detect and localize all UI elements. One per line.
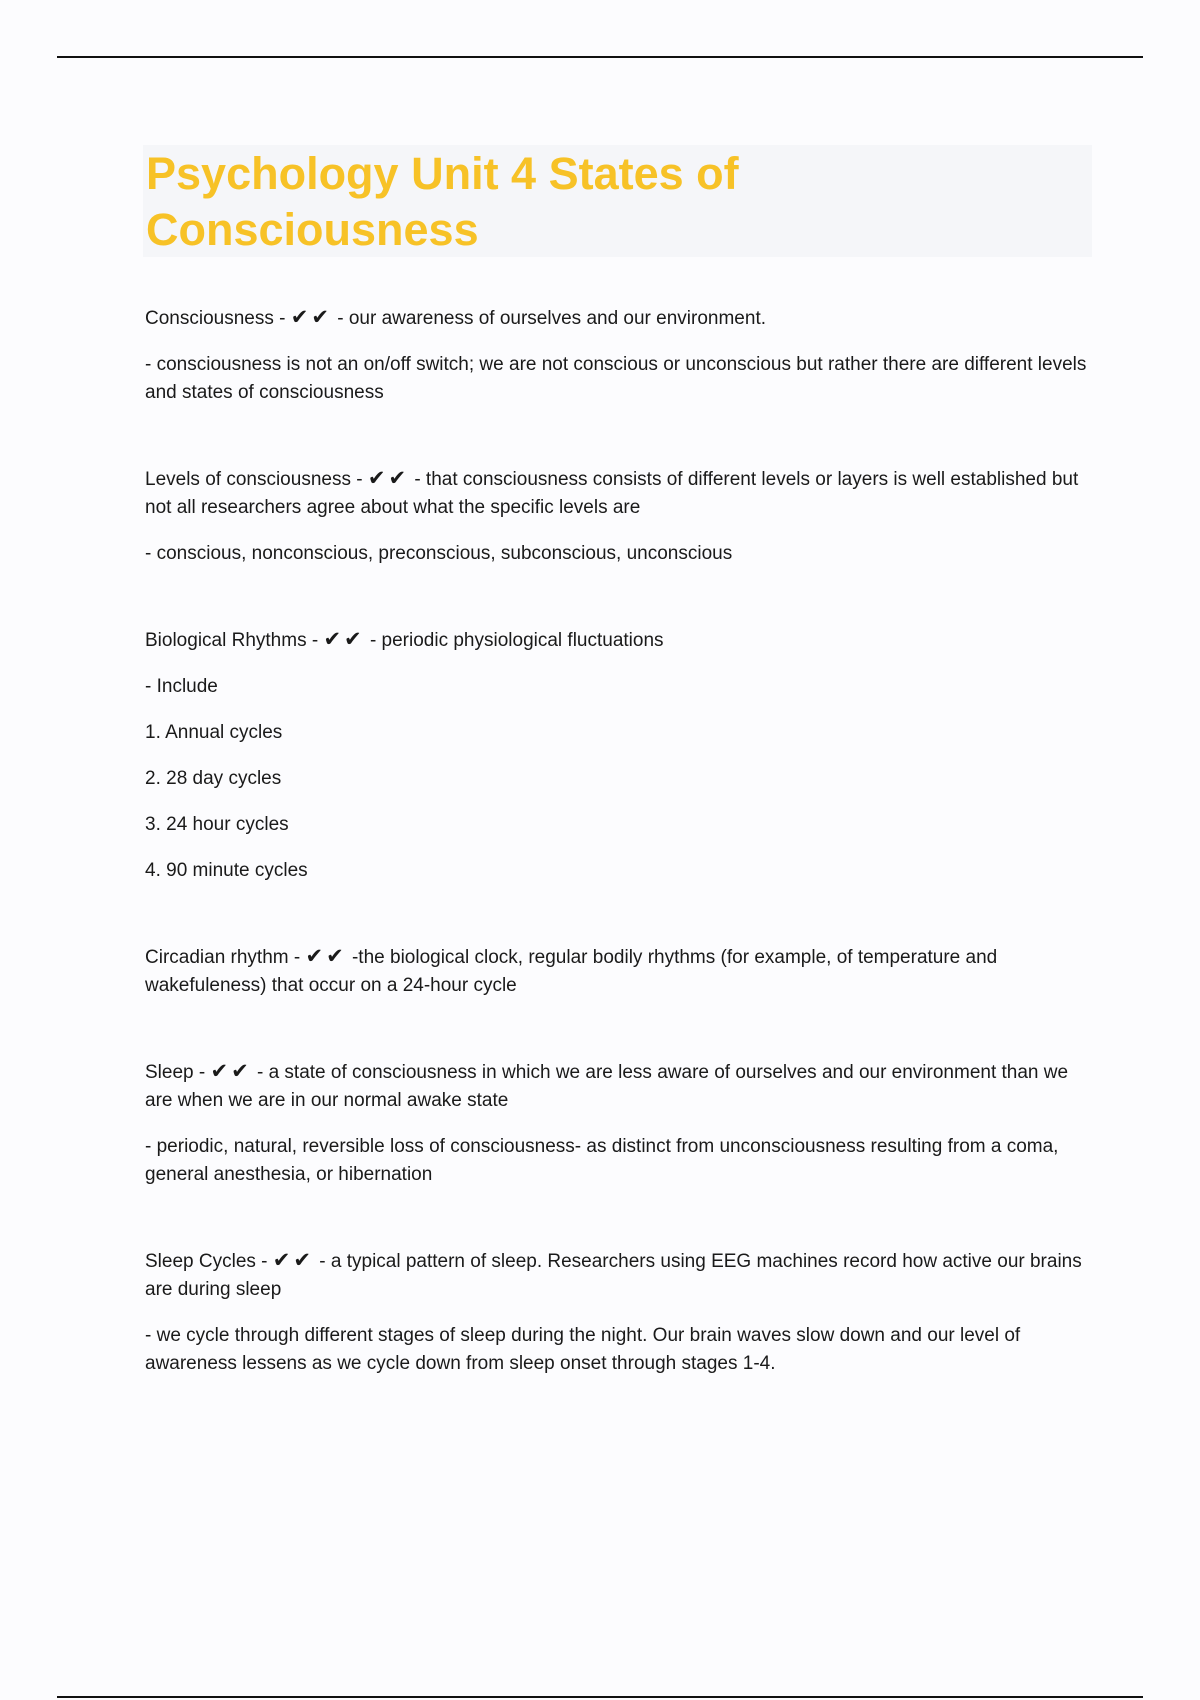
entry-term: Sleep Cycles - (145, 1251, 268, 1272)
entry-definition: -the biological clock, regular bodily rhythms (for example, of temperature and wakefuleness) that occur on a 24-hour cycle (145, 947, 998, 996)
check-mark-icon: ✔✔ (210, 1060, 252, 1083)
entry-circadian-rhythm (145, 943, 1095, 1000)
check-mark-icon: ✔✔ (290, 306, 332, 329)
entry-term: Biological Rhythms - (145, 630, 319, 651)
top-rule (57, 56, 1143, 58)
check-mark-icon: ✔✔ (367, 467, 410, 490)
bottom-rule (57, 1696, 1143, 1698)
entry-definition-line (145, 943, 1095, 1000)
document-body (145, 304, 1095, 1436)
entry-definition: - our awareness of ourselves and our environment. (337, 308, 766, 329)
check-mark-icon: ✔✔ (272, 1249, 314, 1272)
list-item: 2. 28 day cycles (145, 768, 282, 789)
entry-definition: - periodic physiological fluctuations (369, 630, 664, 651)
page-title: Psychology Unit 4 States of Consciousness (146, 148, 739, 255)
entry-note: - conscious, nonconscious, preconscious, subconscious, unconscious (145, 543, 733, 564)
check-mark-icon: ✔✔ (305, 945, 347, 968)
entry-definition-line (145, 1247, 1095, 1304)
entry-biological-rhythms (145, 626, 1095, 885)
entry-definition: - a state of consciousness in which we are less aware of ourselves and our environment than we are when we are in our normal awake state (145, 1062, 1069, 1111)
entry-definition-line (145, 626, 1095, 655)
list-item: 1. Annual cycles (145, 722, 283, 743)
entry-sleep-cycles (145, 1247, 1095, 1378)
entry-consciousness (145, 304, 1095, 407)
list-item: 4. 90 minute cycles (145, 860, 308, 881)
entry-note: - consciousness is not an on/off switch; we are not conscious or unconscious but rather there are different levels and states of consciousness (145, 354, 1087, 403)
entry-definition-line (145, 1058, 1095, 1115)
entry-definition-line (145, 465, 1095, 522)
list-item: 3. 24 hour cycles (145, 814, 289, 835)
entry-term: Consciousness - (145, 308, 286, 329)
check-mark-icon: ✔✔ (323, 628, 365, 651)
entry-term: Sleep - (145, 1062, 206, 1083)
entry-term: Circadian rhythm - (145, 947, 301, 968)
entry-term: Levels of consciousness - (145, 469, 363, 490)
entry-levels-of-consciousness (145, 465, 1095, 568)
entry-definition: - a typical pattern of sleep. Researchers using EEG machines record how active our brains are during sleep (145, 1251, 1082, 1300)
entry-note: - we cycle through different stages of sleep during the night. Our brain waves slow down and our level of awareness lessens as we cycle down from sleep onset through stages 1-4. (145, 1325, 1021, 1374)
entry-note: - Include (145, 676, 218, 697)
entry-definition: - that consciousness consists of different levels or layers is well established but not all researchers agree about what the specific levels are (145, 469, 1079, 518)
entry-definition-line (145, 304, 1095, 333)
entry-sleep (145, 1058, 1095, 1189)
entry-note: - periodic, natural, reversible loss of consciousness- as distinct from unconsciousness resulting from a coma, general anesthesia, or hibernation (145, 1136, 1059, 1185)
